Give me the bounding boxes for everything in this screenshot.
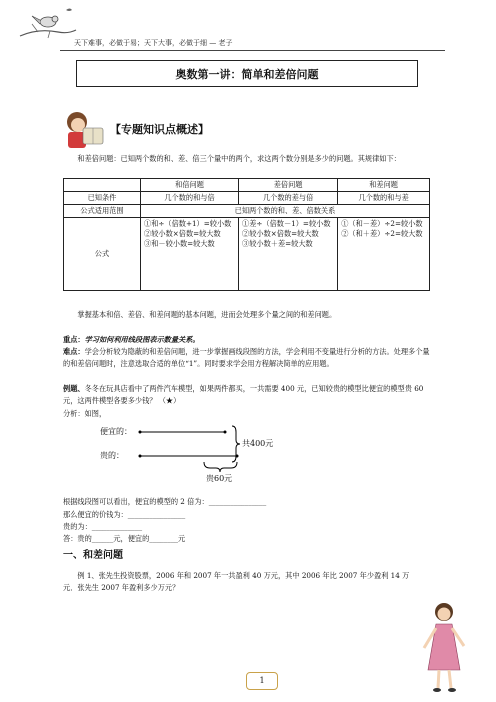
formula-sum-diff	[338, 218, 430, 291]
formula-line: ②较小数×倍数=较大数	[144, 229, 221, 238]
analysis: 分析：如图，	[63, 409, 107, 418]
answer-line-3: 贵的为：______________	[63, 522, 143, 531]
bird-branch-illustration	[18, 6, 78, 42]
example-label: 例题、	[63, 384, 85, 393]
answer-line-1: 根据线段图可以看出，便宜的模型的 2 倍为：________________	[63, 497, 267, 506]
cheap-label: 便宜的：	[100, 427, 132, 436]
key-point-text: 学习如何利用线段图表示数量关系。	[84, 335, 200, 344]
section-heading: 【专题知识点概述】	[110, 123, 209, 136]
key-point-label: 重点：	[63, 335, 85, 344]
formula-line: ②较小数×倍数=较大数	[242, 229, 319, 238]
formula-line: ①和÷（倍数+1）=较小数	[144, 219, 232, 228]
total-label: 共400元	[242, 439, 274, 448]
scope-value: 已知两个数的和、差、倍数关系	[141, 205, 430, 218]
summary-paragraph: 掌握基本和倍、差倍、和差问题的基本问题，进而会处理多个量之间的和差问题。	[77, 310, 337, 319]
girl-standing-illustration	[414, 600, 474, 695]
lesson-title: 奥数第一讲：简单和差倍问题	[76, 60, 418, 87]
known-sum-multiple: 几个数的和与倍	[141, 192, 239, 205]
page-number: 1	[246, 672, 278, 690]
difficulty-label: 难点：	[63, 347, 85, 356]
formula-line: ②（和＋差）÷2=较大数	[341, 229, 423, 238]
formula-line: ③较小数＋差=较大数	[242, 239, 313, 248]
formula-line: ①差÷（倍数－1）=较小数	[242, 219, 331, 228]
formula-line: ①（和－差）÷2=较小数	[341, 219, 423, 228]
expensive-label: 贵的：	[100, 451, 124, 460]
segment-diagram	[100, 410, 300, 490]
header-sum-multiple: 和倍问题	[141, 179, 239, 192]
header-diff-multiple: 差倍问题	[239, 179, 338, 192]
known-diff-multiple: 几个数的差与倍	[239, 192, 338, 205]
answer-line-2: 那么便宜的价钱为：________________	[63, 510, 186, 519]
difference-label: 贵60元	[206, 474, 233, 483]
girl-reading-illustration	[63, 108, 108, 153]
key-point	[63, 334, 430, 346]
formula-diff-multiple	[239, 218, 338, 291]
formula-line: ③和－较小数=较大数	[144, 239, 215, 248]
part-heading: 一、和差问题	[63, 550, 123, 561]
example	[63, 383, 430, 406]
example1-paragraph: 例 1、张先生投资股票，2006 年和 2007 年一共盈利 40 万元，其中 2006 年比 2007 年少盈利 14 万元．张先生 2007 年盈利多少万元？	[63, 571, 410, 592]
example-text: 冬冬在玩具店看中了两件汽车模型，如果两件都买，一共需要 400 元，已知较贵的模型比便宜的模型贵 60 元，这两件模型各要多少钱？ （★）	[63, 384, 424, 405]
header-sum-diff: 和差问题	[338, 179, 430, 192]
header-rule	[60, 50, 445, 51]
scope-label: 公式适用范围	[64, 205, 141, 218]
known-sum-diff: 几个数的和与差	[338, 192, 430, 205]
known-label: 已知条件	[64, 192, 141, 205]
motto: 天下难事，必做于易；天下大事，必做于细 — 老子	[74, 39, 233, 47]
answer-line-4: 答：贵的______元，便宜的________元	[63, 534, 186, 543]
formula-label: 公式	[64, 218, 141, 291]
difficulty-text: 学会分析较为隐蔽的和差倍问题，进一步掌握画线段图的方法，学会利用不变量进行分析的方法。处理多个量的和差倍问题时，注意选取合适的单位“1”。同时要求学会用方程解决简单的应用题。	[63, 347, 430, 368]
difficulty	[63, 346, 430, 369]
intro-paragraph: 和差倍问题：已知两个数的和、差、倍三个量中的两个，求这两个数分别是多少的问题。其规律如下：	[77, 154, 401, 163]
formula-sum-multiple	[141, 218, 239, 291]
rules-table	[63, 178, 430, 291]
header-empty	[64, 179, 141, 192]
